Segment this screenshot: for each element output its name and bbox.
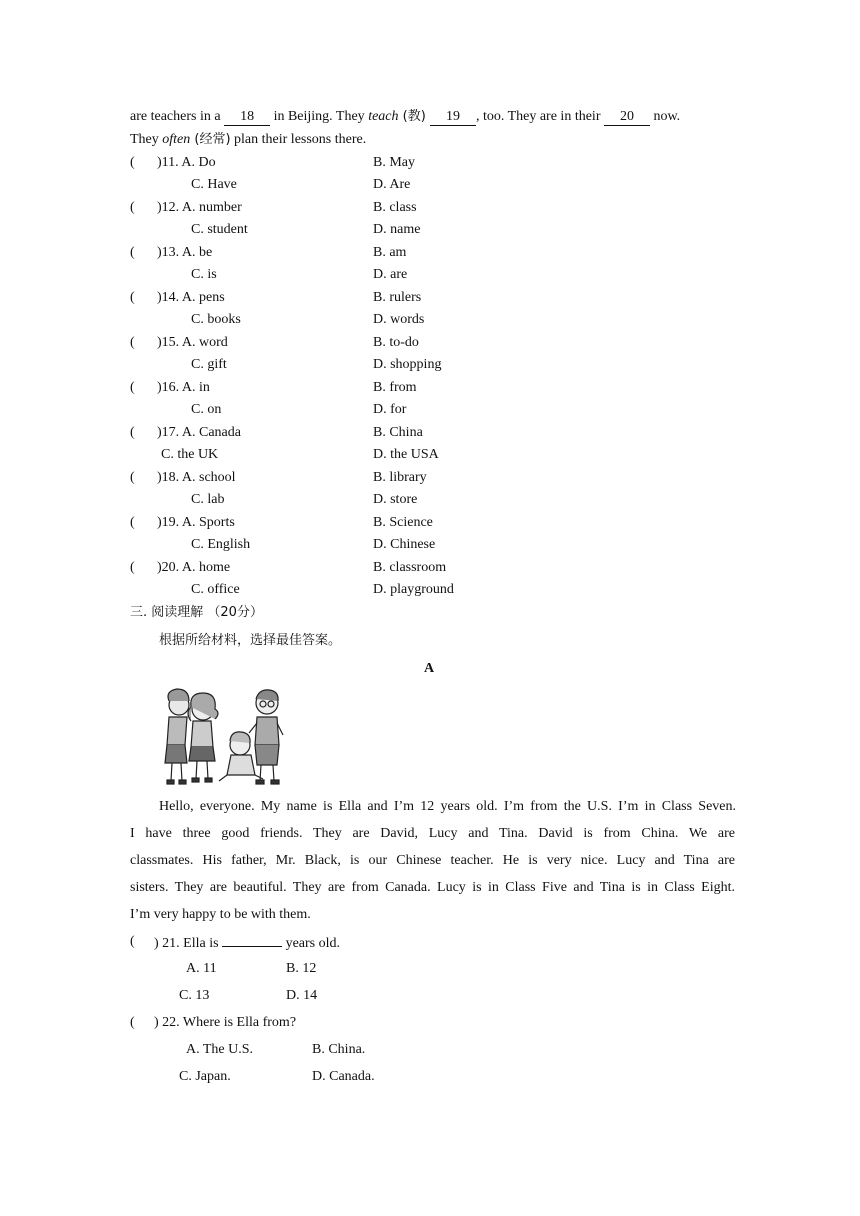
option-c: C. books	[191, 312, 241, 327]
option-a: )16. A. in	[157, 380, 210, 395]
question-row	[130, 536, 650, 554]
option-c: C. English	[191, 537, 251, 552]
option-c: C. is	[191, 267, 217, 282]
passage-line: Hello, everyone. My name is Ella and I’m 12 years old. I’m from the U.S. I’m in Class Seven.	[159, 799, 736, 814]
cloze-line-2	[130, 131, 366, 149]
option-c: C. office	[191, 582, 240, 597]
blank-20: 20	[604, 109, 650, 126]
options-row	[130, 960, 650, 978]
option-b: B. classroom	[373, 560, 447, 575]
option-a: )19. A. Sports	[157, 515, 235, 530]
option-d: D. the USA	[373, 447, 439, 462]
option-d: D. shopping	[373, 357, 442, 372]
section-title: 三. 阅读理解 （20分）	[130, 605, 263, 620]
option-a: )14. A. pens	[157, 290, 225, 305]
gloss-often: (经常)	[190, 132, 231, 147]
options-row	[130, 1068, 650, 1086]
answer-paren: (	[130, 290, 135, 305]
gloss-teach: (教)	[398, 109, 430, 124]
option-c: C. 13	[179, 988, 210, 1003]
cloze-text: in Beijing. They	[270, 109, 369, 124]
question-row	[130, 311, 650, 329]
question-row	[130, 446, 650, 464]
question-row	[130, 469, 650, 487]
option-b: B. am	[373, 245, 407, 260]
question-close-paren: )	[154, 1015, 159, 1030]
option-c: C. the UK	[161, 447, 219, 462]
cloze-text: now.	[649, 109, 681, 124]
cloze-text: They	[130, 132, 163, 147]
question-row	[130, 581, 650, 599]
question-row	[130, 266, 650, 284]
option-b: B. from	[373, 380, 417, 395]
option-a: )13. A. be	[157, 245, 213, 260]
option-c: C. Have	[191, 177, 237, 192]
option-d: D. playground	[373, 582, 454, 597]
question-row	[130, 199, 650, 217]
option-c: C. lab	[191, 492, 225, 507]
word-often: often	[162, 132, 191, 147]
question-row	[130, 424, 650, 442]
passage-line: sisters. They are beautiful. They are from Canada. Lucy is in Class Five and Tina is in Class Eight.	[130, 880, 735, 895]
question-row	[130, 356, 650, 374]
answer-paren: (	[130, 560, 135, 575]
option-d: D. words	[373, 312, 425, 327]
option-c: C. Japan.	[179, 1069, 231, 1084]
word-teach: teach	[368, 109, 399, 124]
answer-blank	[222, 933, 282, 947]
question-row	[130, 221, 650, 239]
question-row	[130, 334, 650, 352]
option-b: B. rulers	[373, 290, 422, 305]
blank-18: 18	[224, 109, 270, 126]
option-a: )11. A. Do	[157, 155, 216, 170]
section-instruction: 根据所给材料，选择最佳答案。	[159, 633, 342, 648]
question-row	[130, 514, 650, 532]
option-a: )15. A. word	[157, 335, 228, 350]
cloze-text: plan their lessons there.	[230, 132, 367, 147]
question-row	[130, 289, 650, 307]
option-b: B. China.	[312, 1042, 366, 1057]
answer-paren: (	[130, 425, 135, 440]
cloze-text: , too. They are in their	[475, 109, 604, 124]
question-row	[130, 559, 650, 577]
options-row	[130, 1041, 650, 1059]
question-row	[130, 154, 650, 172]
option-b: B. Science	[373, 515, 433, 530]
answer-paren: (	[130, 200, 135, 215]
answer-paren: (	[130, 335, 135, 350]
passage-line: classmates. His father, Mr. Black, is our Chinese teacher. He is very nice. Lucy and Tina are	[130, 853, 735, 868]
answer-paren: (	[130, 245, 135, 260]
children-illustration	[155, 683, 290, 790]
question-stem	[154, 1014, 296, 1032]
question-21	[130, 933, 650, 951]
option-d: D. 14	[286, 988, 318, 1003]
option-b: B. 12	[286, 961, 317, 976]
question-row	[130, 176, 650, 194]
question-text: 21. Ella is	[158, 936, 223, 951]
question-row	[130, 244, 650, 262]
question-row	[130, 401, 650, 419]
option-d: D. for	[373, 402, 407, 417]
question-22	[130, 1014, 650, 1032]
option-b: B. class	[373, 200, 417, 215]
option-c: C. gift	[191, 357, 227, 372]
option-b: B. China	[373, 425, 423, 440]
question-row	[130, 491, 650, 509]
answer-paren: (	[130, 155, 135, 170]
option-a: )17. A. Canada	[157, 425, 241, 440]
answer-paren: (	[130, 1015, 135, 1030]
answer-paren: (	[130, 515, 135, 530]
question-text: years old.	[282, 936, 340, 951]
option-d: D. Are	[373, 177, 411, 192]
option-b: B. May	[373, 155, 415, 170]
options-row	[130, 987, 650, 1005]
option-a: )20. A. home	[157, 560, 231, 575]
cloze-line-1	[130, 108, 680, 126]
question-row	[130, 379, 650, 397]
blank-19: 19	[430, 109, 476, 126]
answer-paren: (	[130, 380, 135, 395]
answer-paren: (	[130, 470, 135, 485]
option-d: D. Canada.	[312, 1069, 375, 1084]
cloze-text: are teachers in a	[130, 109, 225, 124]
question-close-paren: )	[154, 936, 159, 951]
option-c: C. on	[191, 402, 222, 417]
option-c: C. student	[191, 222, 248, 237]
option-b: B. to-do	[373, 335, 419, 350]
question-text: 22. Where is Ella from?	[158, 1015, 297, 1030]
option-a: A. 11	[186, 961, 217, 976]
option-d: D. Chinese	[373, 537, 436, 552]
option-b: B. library	[373, 470, 427, 485]
option-d: D. name	[373, 222, 421, 237]
question-stem	[154, 933, 340, 953]
option-a: )12. A. number	[157, 200, 242, 215]
passage-line: I’m very happy to be with them.	[130, 907, 311, 922]
option-a: )18. A. school	[157, 470, 236, 485]
passage-label: A	[424, 661, 435, 676]
option-d: D. are	[373, 267, 408, 282]
passage-line: I have three good friends. They are David, Lucy and Tina. David is from China. We are	[130, 826, 735, 841]
option-d: D. store	[373, 492, 418, 507]
option-a: A. The U.S.	[186, 1042, 254, 1057]
answer-paren: (	[130, 934, 135, 949]
